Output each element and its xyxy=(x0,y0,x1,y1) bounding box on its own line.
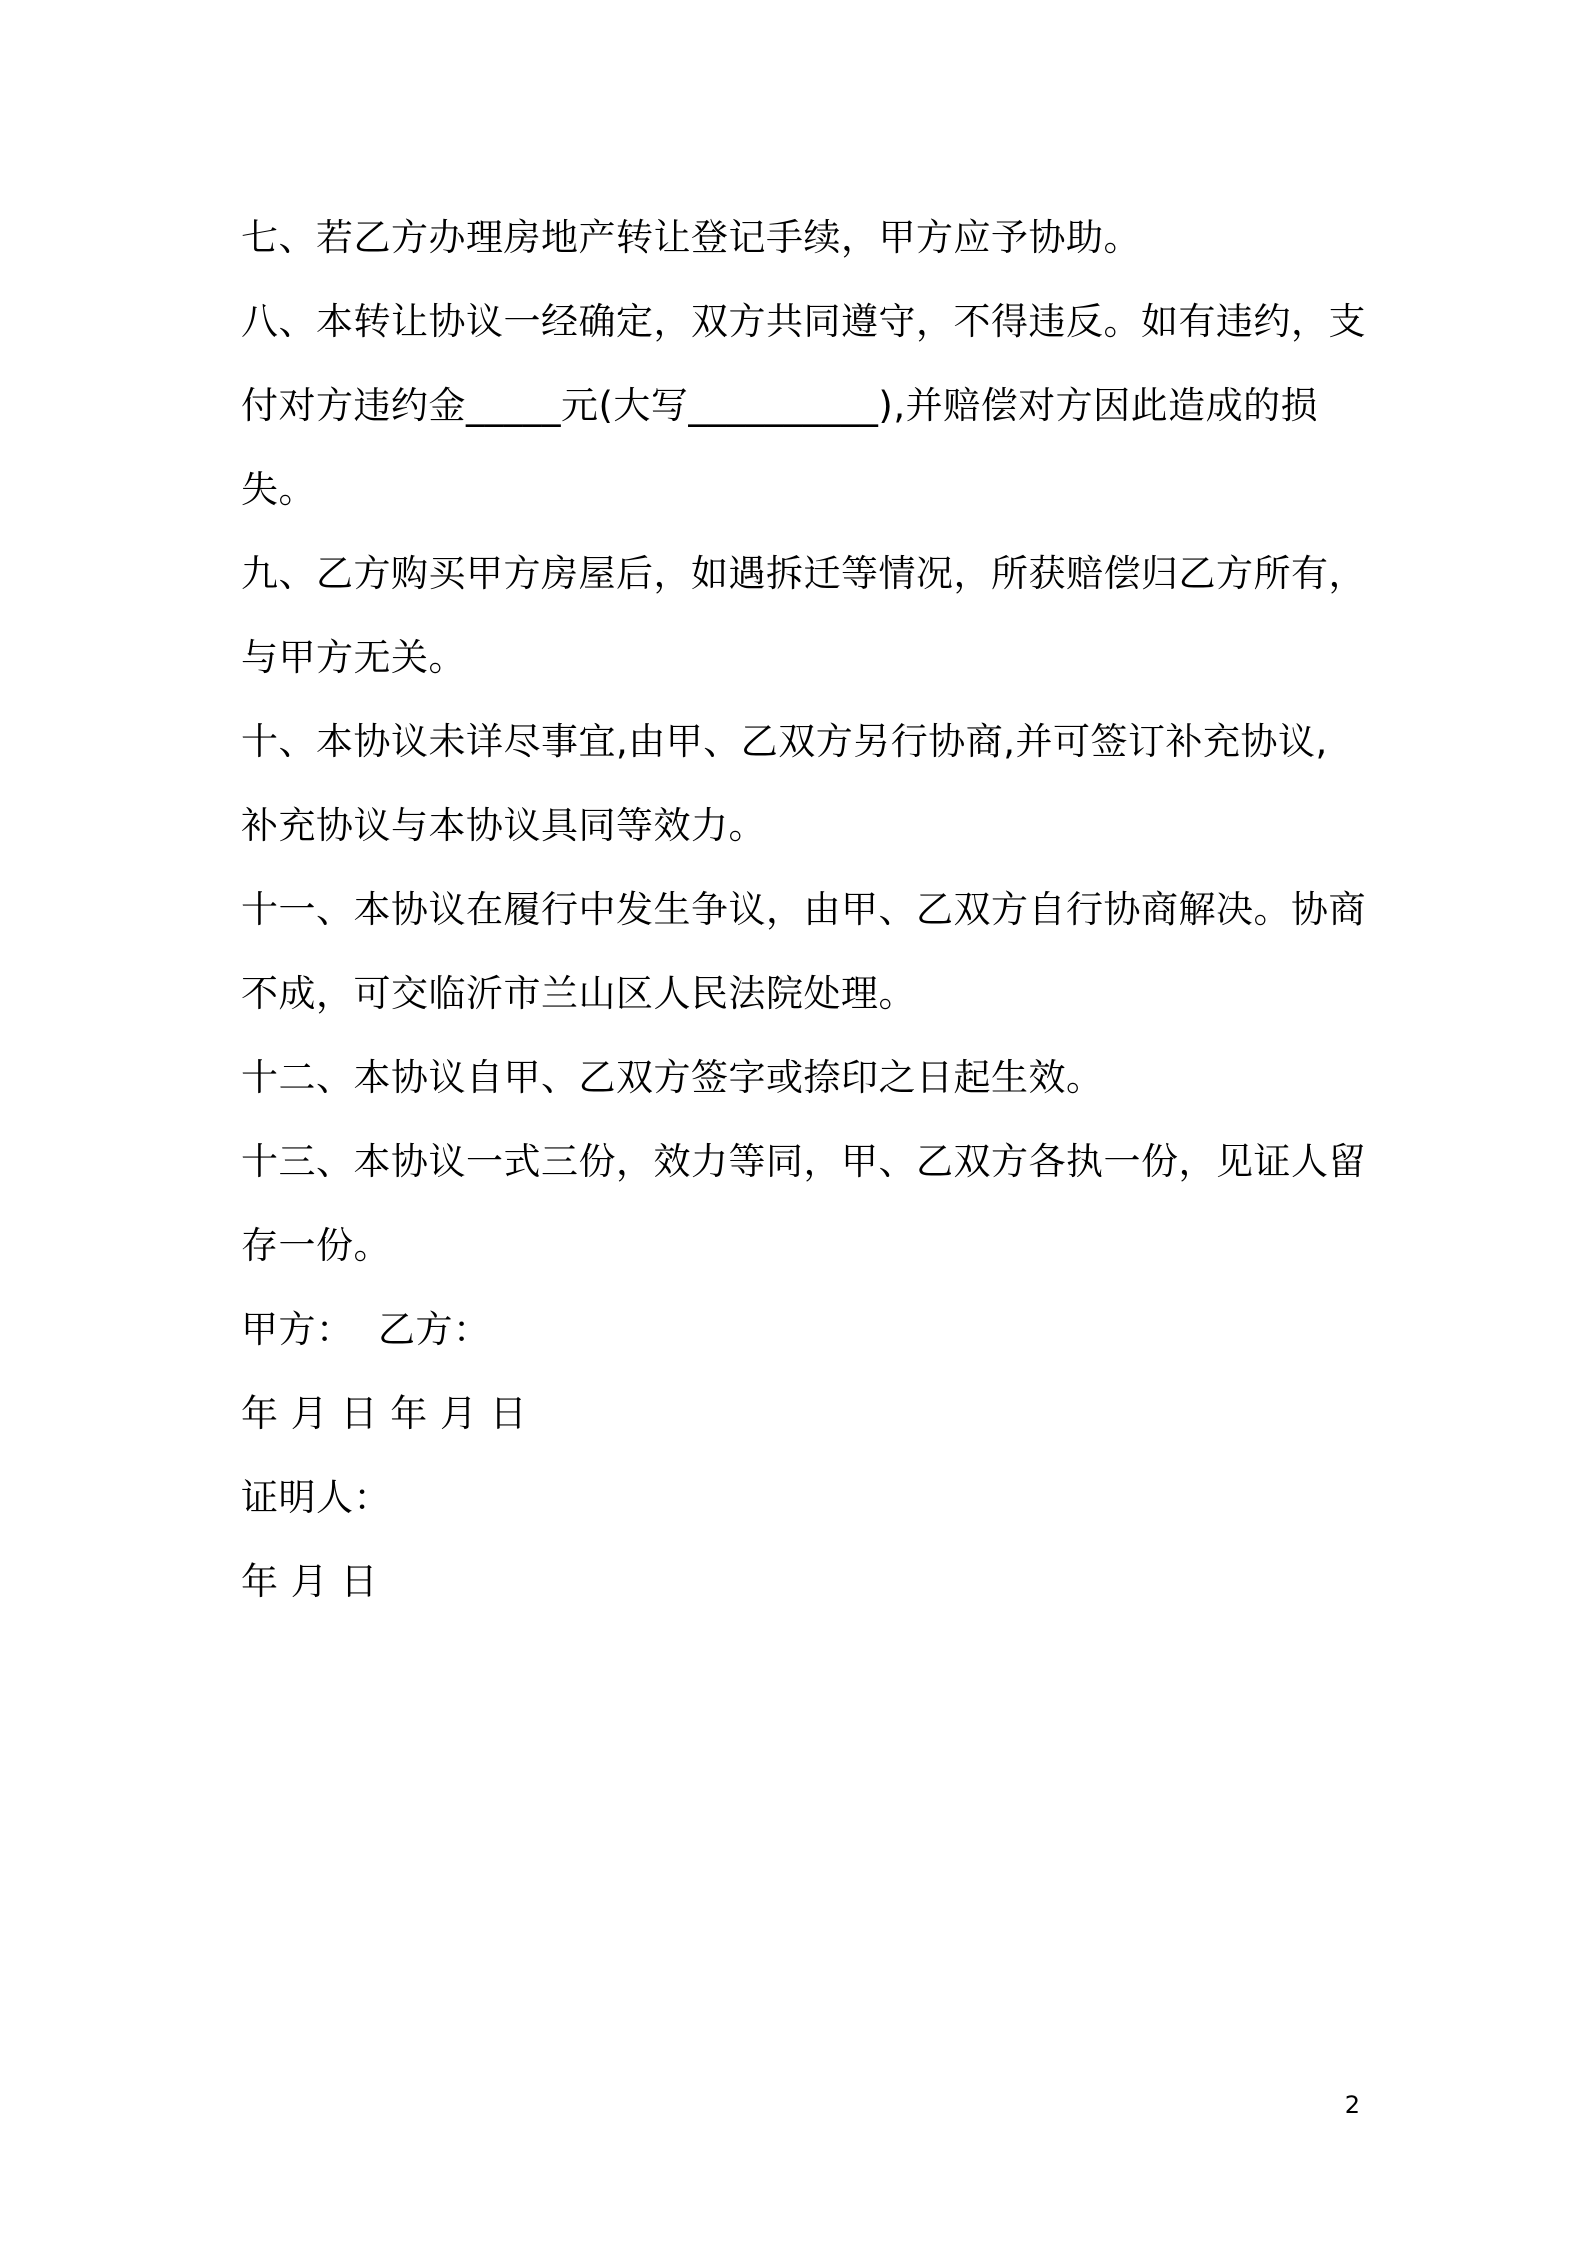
clause-9-line-1: 九、乙方购买甲方房屋后，如遇拆迁等情况，所获赔偿归乙方所有， xyxy=(241,552,1366,595)
clause-13-line-1: 十三、本协议一式三份，效力等同，甲、乙双方各执一份，见证人留 xyxy=(241,1140,1366,1183)
page-number: 2 xyxy=(1344,2091,1360,2119)
clause-8-line-1: 八、本转让协议一经确定，双方共同遵守，不得违反。如有违约，支 xyxy=(241,300,1366,343)
clause-8-line-2: 付对方违约金_____元(大写__________),并赔偿对方因此造成的损 xyxy=(241,384,1319,427)
document-body xyxy=(241,196,1366,1624)
clause-12-line-1: 十二、本协议自甲、乙双方签字或捺印之日起生效。 xyxy=(241,1056,1104,1099)
clause-11-line-2: 不成，可交临沂市兰山区人民法院处理。 xyxy=(241,972,916,1015)
clause-13-line-2: 存一份。 xyxy=(241,1224,391,1267)
signature-dates-line: 年 月 日 年 月 日 xyxy=(241,1392,528,1435)
clause-11-line-1: 十一、本协议在履行中发生争议，由甲、乙双方自行协商解决。协商 xyxy=(241,888,1366,931)
witness-line: 证明人： xyxy=(241,1476,391,1519)
clause-9-line-2: 与甲方无关。 xyxy=(241,636,466,679)
signature-parties-line: 甲方： 乙方： xyxy=(241,1308,491,1351)
clause-10-line-2: 补充协议与本协议具同等效力。 xyxy=(241,804,766,847)
clause-8-line-3: 失。 xyxy=(241,468,316,511)
witness-date-line: 年 月 日 xyxy=(241,1560,379,1603)
clause-7-line-1: 七、若乙方办理房地产转让登记手续，甲方应予协助。 xyxy=(241,216,1141,259)
clause-10-line-1: 十、本协议未详尽事宜,由甲、乙双方另行协商,并可签订补充协议, xyxy=(241,720,1328,763)
